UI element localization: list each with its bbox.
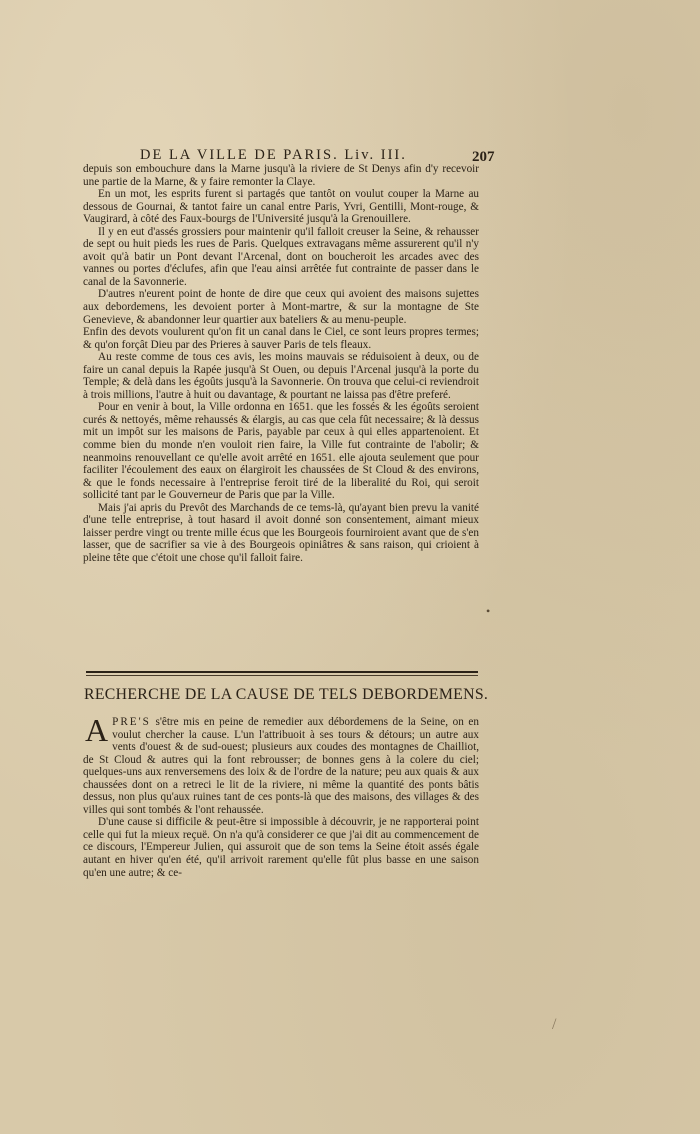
paragraph: Il y en eut d'assés grossiers pour maintenir qu'il falloit creuser la Seine, & rehausser de sept ou huit pieds les rues de Paris. Quelques extravagans même assurerent qu'il n'y avoit qu'à batir un Pont devant l'Arcenal, dont on boucheroit les arcades avec des vannes ou portes d'éclufes, afin que l'eau ainsi arrêtée fut contrainte de passer dans le canal de la Savonnerie. xyxy=(83,225,479,288)
first-word: PRE'S xyxy=(112,716,151,728)
section-divider-thin xyxy=(86,675,478,676)
section-2-body xyxy=(83,712,479,879)
paragraph: Au reste comme de tous ces avis, les moins mauvais se réduisoient à deux, ou de faire un canal depuis la Rapée jusqu'à St Ouen, ou depuis l'Arcenal jusqu'à la porte du Temple; & delà dans les égoûts jusqu'à la Savonnerie. On trouva que celui-ci reviendroit à trois millions, l'autre à huit ou davantage, & pourtant ne laissa pas d'être preferé. xyxy=(83,351,479,401)
paragraph: Mais j'ai apris du Prevôt des Marchands de ce tems-là, qu'ayant bien prevu la vanité d'une telle entreprise, à tout hasard il avoit donné son consentement, aimant mieux laisser perdre vingt ou trente mille écus que les Bourgeois fourniroient avant que de s'en lasser, que de sacrifier sa vie à des Bourgeois opiniâtres & sans raison, qui crioient à pleine tête que c'étoit une chose qu'il falloit faire. xyxy=(83,501,479,564)
margin-stroke-mark: / xyxy=(552,1016,557,1033)
paragraph: D'une cause si difficile & peut-être si impossible à découvrir, je ne rapporterai point celle qui fut la mieux reçuë. On n'a qu'à considerer ce que j'ai dit au commencement de ce discours, l'Empereur Julien, qui assuroit que de son tems la Seine étoit assés égale autant en hiver qu'en été, qu'il arrivoit rarement qu'elle fût plus basse en une saison qu'en une autre; & ce- xyxy=(83,816,479,879)
section-1-body xyxy=(83,163,479,565)
drop-cap: A xyxy=(85,712,109,748)
paragraph: D'autres n'eurent point de honte de dire que ceux qui avoient des maisons sujettes aux debordemens, les devoient porter à Mont-martre, & sur la montagne de Ste Genevieve, & abandonner leur quartier aux bateliers & au menu-peuple. xyxy=(83,288,479,326)
paragraph: depuis son embouchure dans la Marne jusqu'à la riviere de St Denys afin d'y recevoir une partie de la Marne, & y faire remonter la Claye. xyxy=(83,163,479,188)
paragraph: En un mot, les esprits furent si partagés que tantôt on voulut couper la Marne au dessous de Gournai, & tantot faire un canal entre Paris, Yvri, Gentilli, Mont-rouge, & Vaugirard, à côté des Faux-bourgs de l'Université jusqu'à la Grenouillere. xyxy=(83,188,479,226)
paragraph-text: s'être mis en peine de remedier aux débordemens de la Seine, on en voulut chercher la cause. L'un l'attribuoit à ses tours & détours; un autre aux vents d'ouest & de sud-ouest; plusieurs aux coudes des montagnes de Chailliot, de St Cloud & autres qui la font rebrousser; de bonnes gens à la colere du ciel; quelques-uns aux renversemens des loix & de l'ordre de la nature; peu aux quais & aux chaussées dont on a retreci le lit de la riviere, ni même la quantité des ponts bâtis dessus, non plus qu'aux ruines tant de ces ponts-là que des maisons, des villages & des villes qui sont tombés & l'ont rehaussée. xyxy=(83,716,479,816)
paragraph: Pour en venir à bout, la Ville ordonna en 1651. que les fossés & les égoûts seroient curés & nettoyés, même rehaussés & élargis, au cas que cela fût necessaire; & là dessus mit un impôt sur les maisons de Paris, payable par ceux à qui elles appartenoient. Et comme bien du monde n'en vouloit rien faire, la Ville fut contrainte de l'abolir; & neanmoins renouvellant ce qu'elle avoit arrêté en 1651. elle ajouta seulement que pour faciliter l'écoulement des eaux on élargiroit les chaussées de St Cloud & des environs, & que le fonds necessaire à l'entreprise feroit tiré de la liberalité du Roi, qui seroit sollicité tant par le Gouverneur de Paris que par la Ville. xyxy=(83,401,479,502)
margin-dot-mark: • xyxy=(486,604,491,618)
section-divider xyxy=(86,671,478,673)
page-number: 207 xyxy=(472,149,495,165)
paragraph: Enfin des devots voulurent qu'on fit un canal dans le Ciel, ce sont leurs propres termes; & qu'on forçât Dieu par des Prieres à sauver Paris de tels fleaux. xyxy=(83,326,479,351)
paragraph-with-dropcap xyxy=(83,712,479,816)
running-head: DE LA VILLE DE PARIS. Liv. III. xyxy=(140,147,407,163)
section-title: RECHERCHE DE LA CAUSE DE TELS DEBORDEMENS. xyxy=(84,686,489,703)
